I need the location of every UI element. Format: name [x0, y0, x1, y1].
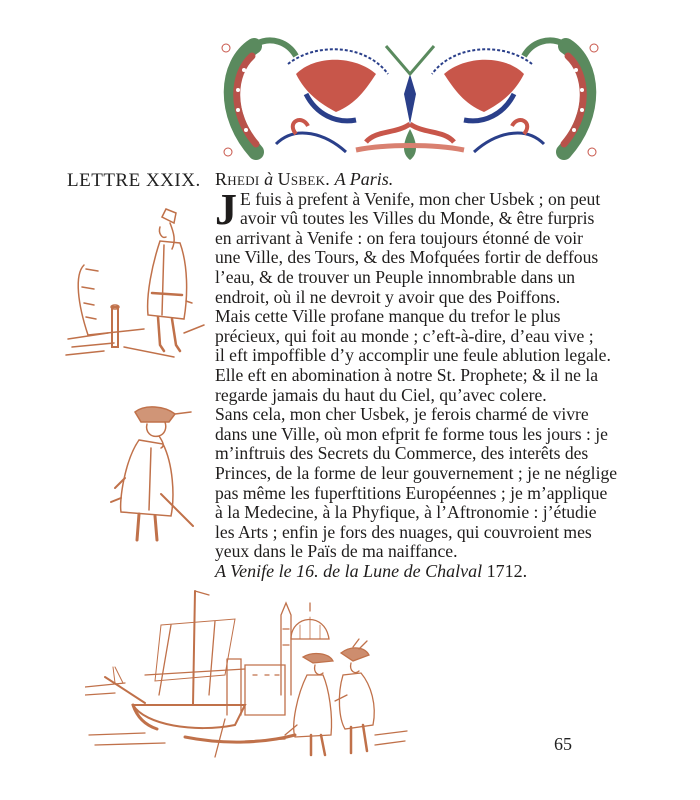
text-line: il eft impoffible d’y accomplir une feule ablution legale. [215, 345, 611, 366]
drop-cap: J [215, 184, 237, 234]
text-line: Elle eft en abomination à notre St. Prophete; & il ne la [215, 364, 599, 385]
sender-name: Rhedi [215, 169, 260, 189]
text-line: Sans cela, mon cher Usbek, je ferois charmé de vivre [215, 404, 589, 425]
text-line: yeux dans le Païs de ma naiffance. [215, 541, 458, 562]
letter-text [215, 184, 618, 562]
illustration-venice-harbour [85, 585, 410, 760]
illustration-man-with-cane [95, 400, 205, 545]
letter-body [215, 169, 618, 581]
text-line: en arrivant à Venife : on fera toujours étonné de voir [215, 227, 584, 248]
page-number: 65 [554, 734, 572, 754]
floral-ornament-header [216, 34, 604, 164]
text-line: une Ville, des Tours, & des Mofquées fortir de deffous [215, 247, 599, 268]
text-line: endroit, où il ne devroit y avoir que des Poiffons. [215, 286, 561, 307]
text-line: à la Medecine, à la Phyfique, à l’Aftronomie : j’étudie [215, 502, 597, 523]
text-line: E fuis à prefent à Venife, mon cher Usbek ; on peut [240, 188, 601, 209]
text-line: les Arts ; enfin je fors des nuages, qui couvroient mes [215, 521, 592, 542]
letter-dateline [215, 562, 615, 582]
text-line: regarde jamais du haut du Ciel, qu’avec colere. [215, 384, 547, 405]
text-line: avoir vû toutes les Villes du Monde, & être furpris [240, 208, 595, 229]
letter-number-heading: LETTRE XXIX. [67, 170, 201, 191]
recipient-place: A Paris. [334, 169, 394, 189]
illustration-man-by-gondola [64, 205, 209, 365]
salutation-connector: à [264, 169, 274, 189]
text-line: Princes, de la forme de leur gouvernement ; je ne néglige [215, 462, 618, 483]
text-line: pas même les fuperftitions Européennes ; je m’applique [215, 482, 608, 503]
text-line: précieux, qui foit au monde ; c’eft-à-dire, d’eau vive ; [215, 325, 594, 346]
dateline-text: A Venife le 16. de la Lune de Chalval [215, 560, 483, 581]
letter-salutation [215, 170, 615, 190]
text-line: l’eau, & de trouver un Peuple innombrable dans un [215, 266, 576, 287]
text-line: dans une Ville, où mon efprit fe forme tous les jours : je [215, 423, 608, 444]
text-line: m’inftruis des Secrets du Commerce, des interêts des [215, 443, 589, 464]
recipient-name: Usbek. [277, 169, 331, 189]
dateline-year: 1712. [486, 560, 528, 581]
text-line: Mais cette Ville profane manque du trefor le plus [215, 306, 561, 327]
